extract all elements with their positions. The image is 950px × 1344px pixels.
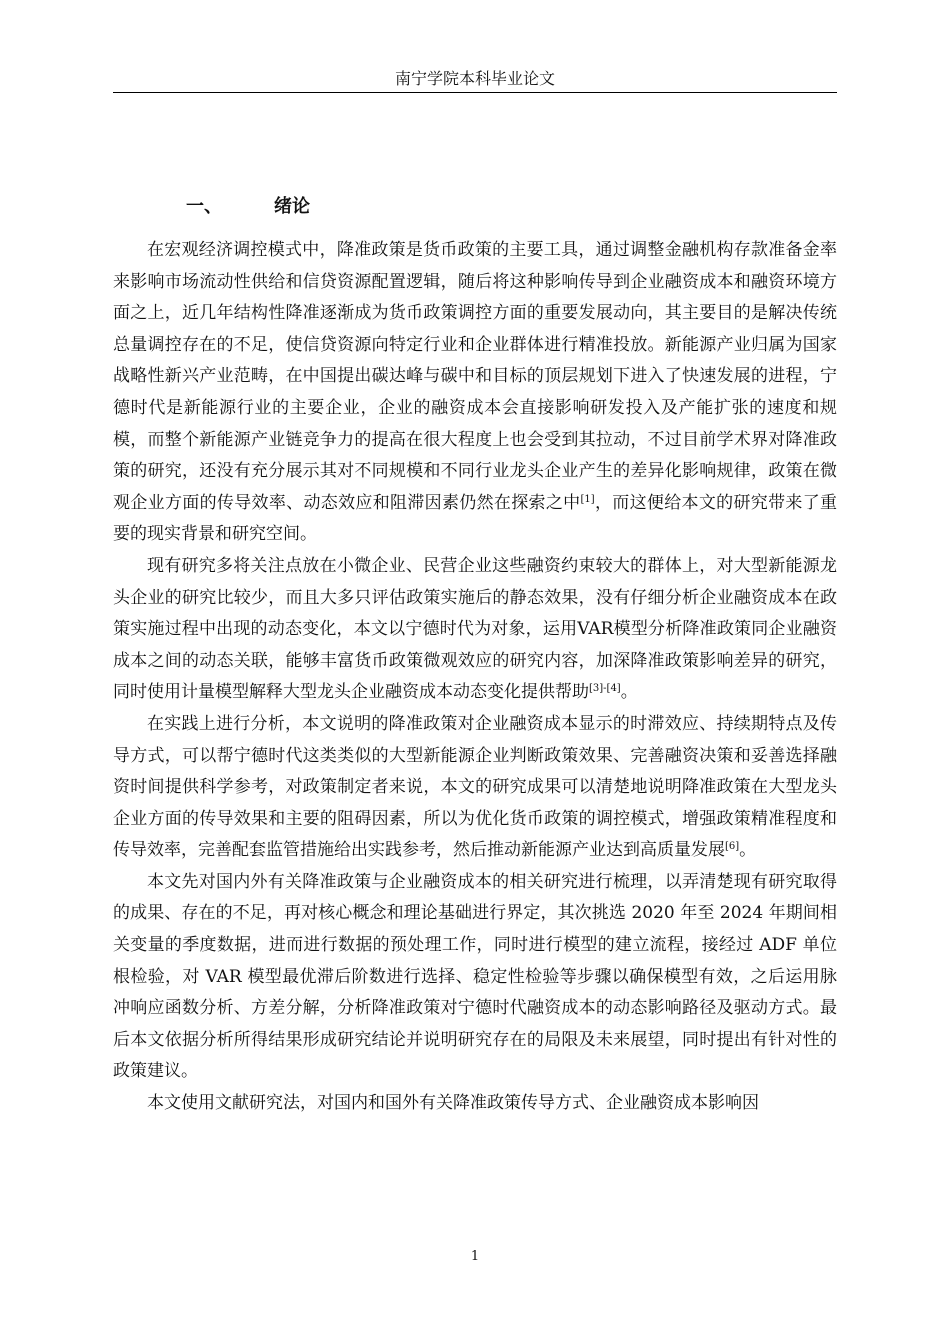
paragraph-tail: 。 [620, 682, 638, 703]
header-title: 南宁学院本科毕业论文 [394, 69, 555, 88]
citation: [1] [580, 493, 595, 505]
section-title: 绪论 [274, 196, 310, 217]
paragraph-5 [113, 1088, 837, 1120]
paragraph-1 [113, 235, 837, 551]
paragraph-4 [113, 867, 837, 1088]
paragraph-tail: ，而这便给本文的研究带来了重要的现实背景和研究空间。 [113, 492, 838, 545]
paragraph-text: 本文使用文献研究法，对国内和国外有关降准政策传导方式、企业融资成本影响因 [147, 1093, 759, 1114]
citation: [3]-[4] [589, 683, 621, 695]
paragraph-tail: 。 [739, 840, 757, 861]
paragraph-3 [113, 709, 837, 867]
paragraph-text: 本文先对国内外有关降准政策与企业融资成本的相关研究进行梳理，以弄清楚现有研究取得的成果、存在的不足，再对核心概念和理论基础进行界定，其次挑选 2020 年至 2024 年期间相关变量的季度数据，进而进行数据的预处理工作，同时进行模型的建立流程，接经过 ADF 单位根检验，对 VAR 模型最优滞后阶数进行选择、稳定性检验等步骤以确保模型有效，之后运用脉冲响应函数分析、方差分解，分析降准政策对宁德时代融资成本的动态影响路径及驱动方式。最后本文依据分析所得结果形成研究结论并说明研究存在的局限及未来展望，同时提出有针对性的政策建议。 [113, 871, 837, 1082]
paragraph-2 [113, 551, 837, 709]
paragraph-text: 现有研究多将关注点放在小微企业、民营企业这些融资约束较大的群体上，对大型新能源龙头企业的研究比较少，而且大多只评估政策实施后的静态效果，没有仔细分析企业融资成本在政策实施过程中出现的动态变化，本文以宁德时代为对象，运用VAR模型分析降准政策同企业融资成本之间的动态关联，能够丰富货币政策微观效应的研究内容，加深降准政策影响差异的研究，同时使用计量模型解释大型龙头企业融资成本动态变化提供帮助 [113, 555, 837, 703]
citation: [6] [725, 841, 740, 853]
paragraph-text: 在宏观经济调控模式中，降准政策是货币政策的主要工具，通过调整金融机构存款准备金率来影响市场流动性供给和信贷资源配置逻辑，随后将这种影响传导到企业融资成本和融资环境方面之上，近几年结构性降准逐渐成为货币政策调控方面的重要发展动向，其主要目的是解决传统总量调控存在的不足，使信贷资源向特定行业和企业群体进行精准投放。新能源产业归属为国家战略性新兴产业范畴，在中国提出碳达峰与碳中和目标的顶层规划下进入了快速发展的进程，宁德时代是新能源行业的主要企业，企业的融资成本会直接影响研发投入及产能扩张的速度和规模，而整个新能源产业链竞争力的提高在很大程度上也会受到其拉动，不过目前学术界对降准政策的研究，还没有充分展示其对不同规模和不同行业龙头企业产生的差异化影响规律，政策在微观企业方面的传导效率、动态效应和阻滞因素仍然在探索之中 [113, 240, 837, 513]
section-number: 一、 [186, 196, 222, 217]
section-heading [186, 195, 310, 219]
paragraph-text: 在实践上进行分析，本文说明的降准政策对企业融资成本显示的时滞效应、持续期特点及传导方式，可以帮宁德时代这类类似的大型新能源企业判断政策效果、完善融资决策和妥善选择融资时间提供科学参考，对政策制定者来说，本文的研究成果可以清楚地说明降准政策在大型龙头企业方面的传导效果和主要的阻碍因素，所以为优化货币政策的调控模式，增强政策精准程度和传导效率，完善配套监管措施给出实践参考，然后推动新能源产业达到高质量发展 [113, 713, 837, 861]
body-text [113, 235, 837, 1120]
page-header [113, 68, 837, 93]
page-number: 1 [470, 1249, 480, 1264]
